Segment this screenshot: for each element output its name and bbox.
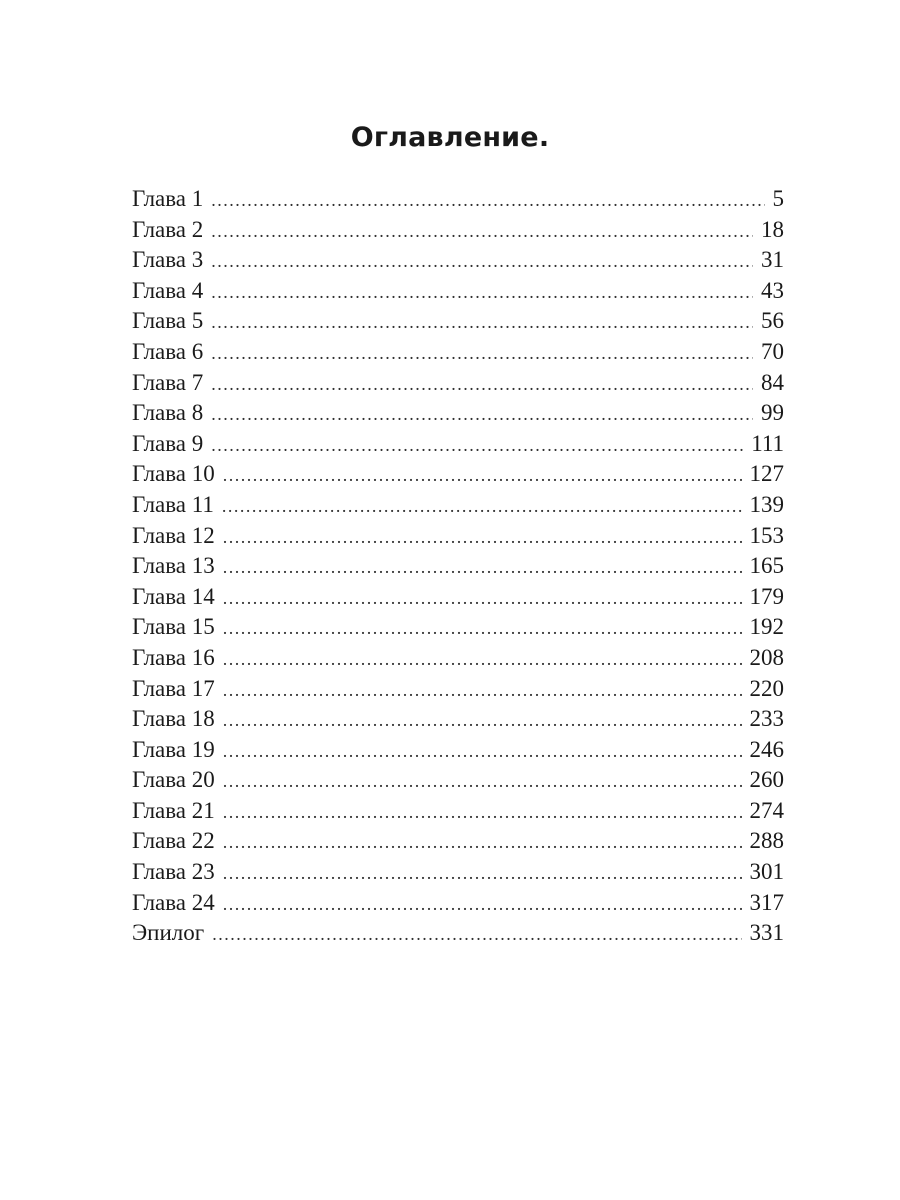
toc-entry [132, 826, 784, 857]
toc-dot-leader [211, 399, 753, 429]
toc-title: Оглавление. [350, 122, 550, 153]
toc-entry [132, 918, 784, 949]
toc-entry-page-number: 260 [749, 767, 784, 793]
toc-entry-page-number: 274 [749, 797, 784, 823]
toc-entry-label: Глава 10 [132, 461, 215, 487]
toc-dot-leader [211, 277, 753, 307]
toc-entry-page-number: 288 [749, 828, 784, 854]
toc-entry [132, 735, 784, 766]
toc-entry [132, 674, 784, 705]
toc-entry-page-number: 153 [749, 522, 784, 548]
toc-entry-page-number: 70 [761, 338, 784, 364]
toc-entry-label: Глава 11 [132, 491, 214, 517]
toc-dot-leader [223, 583, 742, 613]
toc-entry-label: Глава 12 [132, 522, 215, 548]
toc-entry-label: Глава 16 [132, 644, 215, 670]
toc-entry-label: Глава 6 [132, 338, 204, 364]
toc-dot-leader [223, 705, 742, 735]
toc-entry-label: Глава 7 [132, 369, 204, 395]
toc-entry [132, 582, 784, 613]
toc-entry-page-number: 317 [749, 889, 784, 915]
toc-dot-leader [212, 919, 741, 949]
toc-entry-page-number: 246 [749, 736, 784, 762]
table-of-contents [132, 184, 784, 949]
toc-entry-label: Глава 19 [132, 736, 215, 762]
toc-entry [132, 643, 784, 674]
toc-entry-page-number: 5 [772, 186, 784, 211]
toc-entry-page-number: 165 [749, 553, 784, 579]
toc-entry [132, 796, 784, 827]
toc-dot-leader [223, 644, 742, 674]
toc-dot-leader [211, 430, 743, 460]
toc-entry-label: Глава 3 [132, 247, 204, 273]
toc-dot-leader [223, 613, 742, 643]
toc-entry [132, 337, 784, 368]
toc-entry [132, 857, 784, 888]
toc-entry [132, 521, 784, 552]
toc-entry-label: Глава 9 [132, 430, 204, 456]
toc-entry-label: Глава 1 [132, 186, 204, 211]
toc-entry-label: Эпилог [132, 920, 205, 946]
toc-entry-label: Глава 13 [132, 553, 215, 579]
toc-entry-page-number: 43 [761, 277, 784, 303]
toc-dot-leader [223, 889, 742, 919]
toc-dot-leader [211, 338, 753, 368]
toc-dot-leader [223, 522, 742, 552]
toc-entry-page-number: 208 [749, 644, 784, 670]
toc-entry-page-number: 192 [749, 614, 784, 640]
toc-entry-page-number: 127 [749, 461, 784, 487]
toc-dot-leader [223, 858, 742, 888]
toc-dot-leader [223, 766, 742, 796]
toc-entry [132, 306, 784, 337]
toc-entry-label: Глава 2 [132, 216, 204, 242]
toc-entry [132, 490, 784, 521]
toc-entry-page-number: 331 [749, 920, 784, 946]
toc-entry [132, 184, 784, 215]
toc-entry [132, 459, 784, 490]
toc-entry-page-number: 139 [749, 491, 784, 517]
toc-entry-label: Глава 14 [132, 583, 215, 609]
toc-entry [132, 276, 784, 307]
toc-entry [132, 215, 784, 246]
toc-entry-page-number: 56 [761, 308, 784, 334]
toc-entry-page-number: 233 [749, 706, 784, 732]
toc-entry-label: Глава 20 [132, 767, 215, 793]
toc-entry [132, 704, 784, 735]
toc-entry-page-number: 179 [749, 583, 784, 609]
toc-entry-label: Глава 23 [132, 859, 215, 885]
toc-entry-label: Глава 18 [132, 706, 215, 732]
toc-entry-label: Глава 22 [132, 828, 215, 854]
toc-entry-label: Глава 24 [132, 889, 215, 915]
toc-dot-leader [211, 307, 753, 337]
toc-dot-leader [223, 675, 742, 705]
toc-dot-leader [222, 491, 742, 521]
toc-entry [132, 765, 784, 796]
toc-entry-page-number: 111 [751, 430, 784, 456]
toc-dot-leader [211, 369, 753, 399]
toc-entry [132, 398, 784, 429]
toc-entry [132, 888, 784, 919]
toc-dot-leader [223, 552, 742, 582]
toc-dot-leader [211, 185, 764, 215]
toc-entry-label: Глава 8 [132, 400, 204, 426]
toc-entry-page-number: 31 [761, 247, 784, 273]
toc-entry-label: Глава 5 [132, 308, 204, 334]
toc-dot-leader [223, 827, 742, 857]
toc-entry-label: Глава 15 [132, 614, 215, 640]
toc-entry [132, 368, 784, 399]
toc-entry-label: Глава 4 [132, 277, 204, 303]
toc-dot-leader [223, 797, 742, 827]
toc-entry-label: Глава 21 [132, 797, 215, 823]
toc-entry [132, 612, 784, 643]
toc-entry-page-number: 18 [761, 216, 784, 242]
toc-entry-page-number: 301 [749, 859, 784, 885]
toc-dot-leader [223, 460, 742, 490]
toc-entry [132, 551, 784, 582]
toc-entry [132, 429, 784, 460]
toc-entry-page-number: 99 [761, 400, 784, 426]
toc-entry-page-number: 220 [749, 675, 784, 701]
toc-dot-leader [211, 216, 753, 246]
toc-entry [132, 245, 784, 276]
toc-entry-label: Глава 17 [132, 675, 215, 701]
toc-entry-page-number: 84 [761, 369, 784, 395]
toc-dot-leader [223, 736, 742, 766]
toc-dot-leader [211, 246, 753, 276]
